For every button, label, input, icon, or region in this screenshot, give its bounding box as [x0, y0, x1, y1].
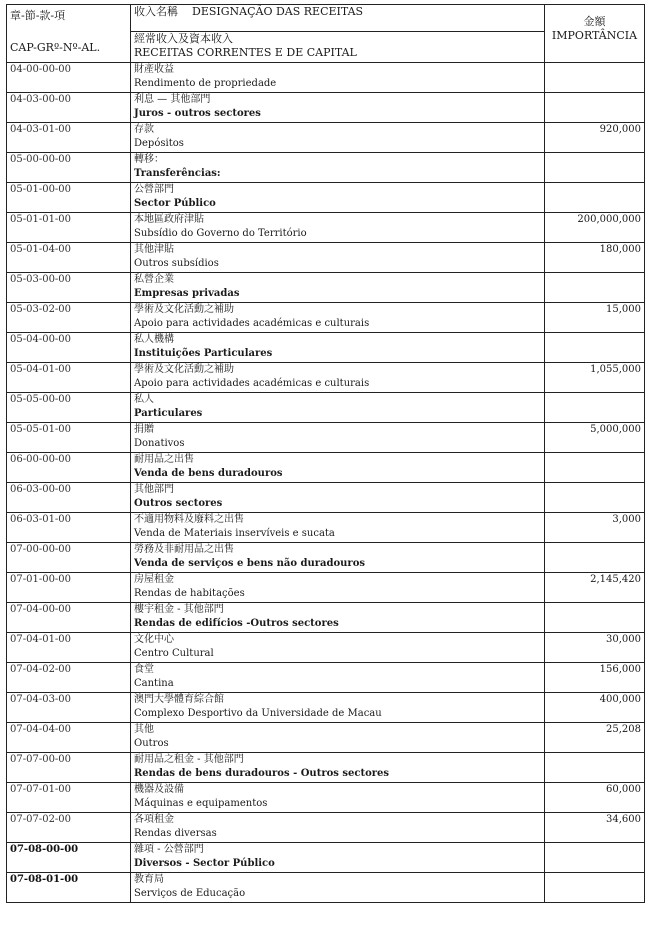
row-code: 05-03-00-00	[7, 273, 131, 303]
row-designation	[131, 423, 545, 453]
row-designation-pt: Rendas diversas	[134, 828, 217, 839]
row-code: 07-04-02-00	[7, 663, 131, 693]
row-designation-cn: 教育局	[134, 874, 164, 885]
row-amount	[545, 333, 645, 363]
row-designation-cn: 勞務及非耐用品之出售	[134, 544, 234, 555]
row-designation-cn: 私人	[134, 394, 154, 405]
row-amount	[545, 843, 645, 873]
row-amount	[545, 543, 645, 573]
row-designation-pt: Venda de serviços e bens não duradouros	[134, 558, 365, 569]
row-designation	[131, 483, 545, 513]
designation-header	[131, 5, 545, 32]
designation-header-cn: 收入名稱	[134, 5, 178, 18]
row-designation-pt: Apoio para actividades académicas e culturais	[134, 318, 370, 329]
row-code: 05-01-04-00	[7, 243, 131, 273]
row-designation-pt: Diversos - Sector Público	[134, 858, 275, 869]
row-designation-cn: 公營部門	[134, 184, 174, 195]
table-row	[7, 843, 645, 873]
row-code: 07-07-01-00	[7, 783, 131, 813]
row-amount	[545, 453, 645, 483]
row-amount: 400,000	[545, 693, 645, 723]
row-amount	[545, 393, 645, 423]
row-designation	[131, 393, 545, 423]
row-amount: 200,000,000	[545, 213, 645, 243]
row-amount	[545, 273, 645, 303]
row-designation	[131, 543, 545, 573]
row-designation-cn: 各項租金	[134, 814, 174, 825]
row-code: 05-00-00-00	[7, 153, 131, 183]
row-amount	[545, 93, 645, 123]
table-row	[7, 543, 645, 573]
row-designation-pt: Serviços de Educação	[134, 888, 246, 899]
row-designation-cn: 學術及文化活動之補助	[134, 304, 234, 315]
row-amount: 3,000	[545, 513, 645, 543]
row-designation-cn: 樓宇租金 - 其他部門	[134, 604, 224, 615]
row-designation	[131, 723, 545, 753]
table-row	[7, 753, 645, 783]
row-designation-pt: Centro Cultural	[134, 648, 214, 659]
row-code: 05-03-02-00	[7, 303, 131, 333]
row-designation-pt: Complexo Desportivo da Universidade de Macau	[134, 708, 382, 719]
section-header	[131, 32, 545, 63]
row-designation	[131, 273, 545, 303]
row-designation	[131, 363, 545, 393]
row-designation-pt: Sector Público	[134, 198, 216, 209]
row-designation-cn: 私人機構	[134, 334, 174, 345]
row-amount: 30,000	[545, 633, 645, 663]
row-designation	[131, 183, 545, 213]
designation-header-pt: DESIGNAÇÃO DAS RECEITAS	[192, 5, 364, 18]
row-designation-pt: Donativos	[134, 438, 185, 449]
table-row	[7, 333, 645, 363]
row-code: 06-03-00-00	[7, 483, 131, 513]
table-row	[7, 663, 645, 693]
row-code: 05-05-00-00	[7, 393, 131, 423]
row-amount	[545, 753, 645, 783]
row-amount: 1,055,000	[545, 363, 645, 393]
row-amount: 5,000,000	[545, 423, 645, 453]
row-designation	[131, 153, 545, 183]
row-designation-pt: Cantina	[134, 678, 174, 689]
row-amount: 156,000	[545, 663, 645, 693]
row-designation-cn: 耐用品之租金 - 其他部門	[134, 754, 244, 765]
row-designation-pt: Outros	[134, 738, 169, 749]
row-designation-cn: 存款	[134, 124, 154, 135]
table-row	[7, 573, 645, 603]
row-designation-cn: 雜項 - 公營部門	[134, 844, 204, 855]
row-code: 07-04-00-00	[7, 603, 131, 633]
row-designation-pt: Rendas de habitações	[134, 588, 245, 599]
row-designation-cn: 其他津貼	[134, 244, 174, 255]
table-row	[7, 63, 645, 93]
row-designation-cn: 私營企業	[134, 274, 174, 285]
row-designation-pt: Outros sectores	[134, 498, 223, 509]
row-code: 07-07-00-00	[7, 753, 131, 783]
row-code: 07-04-03-00	[7, 693, 131, 723]
row-designation-cn: 不適用物料及廢料之出售	[134, 514, 244, 525]
row-code: 05-04-01-00	[7, 363, 131, 393]
row-designation-cn: 學術及文化活動之補助	[134, 364, 234, 375]
table-row	[7, 453, 645, 483]
row-code: 04-00-00-00	[7, 63, 131, 93]
row-designation	[131, 813, 545, 843]
amount-header-pt: IMPORTÂNCIA	[551, 29, 638, 42]
row-designation-pt: Apoio para actividades académicas e culturais	[134, 378, 370, 389]
row-code: 06-00-00-00	[7, 453, 131, 483]
row-amount	[545, 153, 645, 183]
code-header-pt: CAP-GRº-Nº-AL.	[10, 41, 101, 54]
table-row	[7, 243, 645, 273]
row-amount: 60,000	[545, 783, 645, 813]
table-row	[7, 633, 645, 663]
row-code: 05-01-01-00	[7, 213, 131, 243]
row-code: 07-07-02-00	[7, 813, 131, 843]
table-row	[7, 93, 645, 123]
row-designation-pt: Rendimento de propriedade	[134, 78, 277, 89]
row-designation	[131, 843, 545, 873]
table-row	[7, 693, 645, 723]
row-code: 05-05-01-00	[7, 423, 131, 453]
row-designation-cn: 本地區政府津貼	[134, 214, 204, 225]
row-designation-pt: Rendas de edifícios -Outros sectores	[134, 618, 339, 629]
table-row	[7, 423, 645, 453]
row-designation-pt: Rendas de bens duradouros - Outros sectores	[134, 768, 390, 779]
row-designation-cn: 轉移：	[134, 154, 164, 165]
row-code: 07-04-04-00	[7, 723, 131, 753]
row-code: 07-04-01-00	[7, 633, 131, 663]
row-designation-cn: 澳門大學體育綜合館	[134, 694, 224, 705]
table-row	[7, 213, 645, 243]
table-row	[7, 603, 645, 633]
row-designation-cn: 財產收益	[134, 64, 174, 75]
row-designation	[131, 783, 545, 813]
row-amount: 25,208	[545, 723, 645, 753]
row-designation	[131, 93, 545, 123]
table-row	[7, 363, 645, 393]
row-designation	[131, 693, 545, 723]
table-row	[7, 513, 645, 543]
amount-header-cn: 金額	[583, 15, 606, 28]
row-designation-pt: Depósitos	[134, 138, 184, 149]
table-row	[7, 813, 645, 843]
row-designation	[131, 663, 545, 693]
row-designation	[131, 573, 545, 603]
row-amount: 920,000	[545, 123, 645, 153]
section-header-cn: 經常收入及資本收入	[134, 32, 233, 45]
table-row	[7, 483, 645, 513]
row-designation	[131, 873, 545, 903]
table-row	[7, 183, 645, 213]
row-designation	[131, 753, 545, 783]
row-amount	[545, 873, 645, 903]
table-row	[7, 153, 645, 183]
row-designation-pt: Empresas privadas	[134, 288, 240, 299]
row-designation	[131, 213, 545, 243]
table-row	[7, 123, 645, 153]
row-designation-cn: 其他部門	[134, 484, 174, 495]
row-designation	[131, 303, 545, 333]
row-designation-cn: 房屋租金	[134, 574, 174, 585]
row-designation-cn: 其他	[134, 724, 154, 735]
row-code: 05-01-00-00	[7, 183, 131, 213]
row-designation-pt: Venda de bens duradouros	[134, 468, 283, 479]
row-amount: 180,000	[545, 243, 645, 273]
row-designation	[131, 513, 545, 543]
code-header	[7, 5, 131, 63]
table-row	[7, 783, 645, 813]
row-code: 07-08-01-00	[7, 873, 131, 903]
section-header-pt: RECEITAS CORRENTES E DE CAPITAL	[134, 46, 357, 59]
row-code: 04-03-01-00	[7, 123, 131, 153]
row-designation-pt: Subsídio do Governo do Território	[134, 228, 307, 239]
row-code: 04-03-00-00	[7, 93, 131, 123]
row-designation-cn: 機器及設備	[134, 784, 184, 795]
row-amount	[545, 63, 645, 93]
row-designation-pt: Instituições Particulares	[134, 348, 273, 359]
row-designation-pt: Transferências:	[134, 168, 221, 179]
amount-header	[545, 5, 645, 63]
row-code: 07-00-00-00	[7, 543, 131, 573]
table-row	[7, 303, 645, 333]
table-row	[7, 273, 645, 303]
row-amount	[545, 183, 645, 213]
row-designation	[131, 123, 545, 153]
row-amount	[545, 603, 645, 633]
row-designation-pt: Particulares	[134, 408, 203, 419]
row-code: 07-01-00-00	[7, 573, 131, 603]
table-row	[7, 873, 645, 903]
row-amount: 15,000	[545, 303, 645, 333]
row-code: 07-08-00-00	[7, 843, 131, 873]
row-designation	[131, 243, 545, 273]
code-header-cn: 章-節-款-項	[10, 9, 66, 22]
table-row	[7, 723, 645, 753]
row-designation-cn: 利息 — 其他部門	[134, 94, 211, 105]
row-designation	[131, 63, 545, 93]
row-designation	[131, 603, 545, 633]
row-designation-pt: Outros subsídios	[134, 258, 219, 269]
revenue-table	[6, 4, 645, 903]
row-amount: 34,600	[545, 813, 645, 843]
row-designation-pt: Máquinas e equipamentos	[134, 798, 268, 809]
row-designation-cn: 食堂	[134, 664, 154, 675]
row-amount	[545, 483, 645, 513]
row-designation	[131, 333, 545, 363]
row-designation	[131, 453, 545, 483]
table-row	[7, 393, 645, 423]
row-code: 05-04-00-00	[7, 333, 131, 363]
row-amount: 2,145,420	[545, 573, 645, 603]
row-designation	[131, 633, 545, 663]
row-code: 06-03-01-00	[7, 513, 131, 543]
row-designation-cn: 捐贈	[134, 424, 154, 435]
row-designation-cn: 文化中心	[134, 634, 174, 645]
row-designation-pt: Venda de Materiais inservíveis e sucata	[134, 528, 335, 539]
row-designation-cn: 耐用品之出售	[134, 454, 194, 465]
row-designation-pt: Juros - outros sectores	[134, 108, 261, 119]
